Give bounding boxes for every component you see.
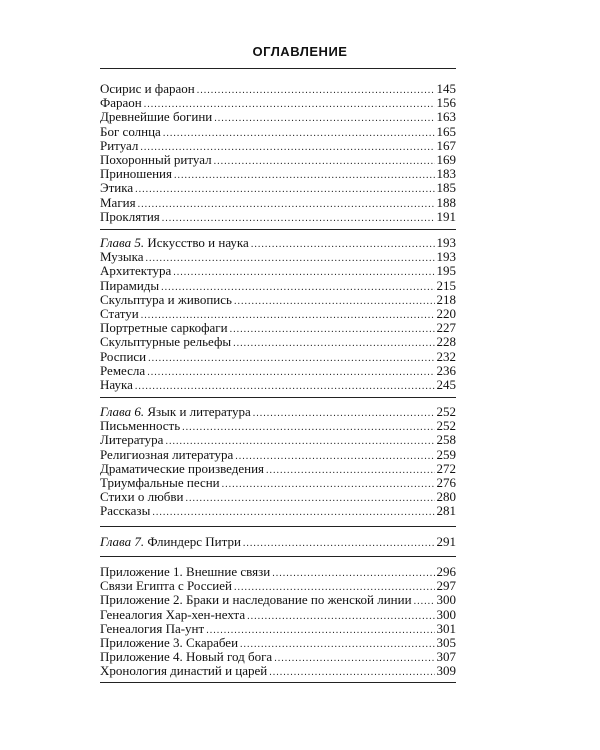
- entry-title: [100, 650, 272, 664]
- entry-title-text: Древнейшие богини: [100, 109, 213, 125]
- page-number: 163: [436, 109, 456, 125]
- entry-title: [100, 82, 195, 96]
- entry-title: [100, 293, 232, 307]
- entry-title: [100, 476, 220, 490]
- toc-entry: [100, 264, 456, 278]
- dot-leader: [186, 492, 435, 506]
- dot-leader: [233, 337, 434, 351]
- section-divider: [100, 397, 456, 398]
- entry-title: [100, 321, 228, 335]
- entry-title: [100, 196, 136, 210]
- entry-title: [100, 210, 160, 224]
- toc-entry: [100, 378, 456, 392]
- entry-title-text: Искусство и наука: [147, 235, 249, 250]
- page-number: 193: [436, 249, 456, 265]
- toc-entry: [100, 364, 456, 378]
- dot-leader: [206, 624, 434, 638]
- dot-leader: [146, 252, 435, 266]
- toc-section-5: [100, 565, 456, 679]
- entry-title-text: Генеалогия Па-унт: [100, 620, 205, 636]
- page-number: 183: [436, 166, 456, 182]
- entry-title-text: Похоронный ритуал: [100, 151, 212, 167]
- dot-leader: [135, 183, 434, 197]
- entry-title: [100, 110, 212, 124]
- entry-title: [100, 264, 171, 278]
- page-number: 291: [436, 534, 456, 549]
- toc-entry: [100, 335, 456, 349]
- page-number: 259: [436, 446, 456, 462]
- entry-title: [100, 378, 133, 392]
- dot-leader: [269, 666, 434, 680]
- toc-section-2: [100, 236, 456, 392]
- toc-entry: [100, 96, 456, 110]
- entry-title: [100, 433, 163, 447]
- toc-entry: [100, 433, 456, 447]
- dot-leader: [174, 169, 435, 183]
- toc-section-3: [100, 405, 456, 519]
- entry-title-text: Магия: [100, 194, 136, 210]
- page-number: 232: [436, 348, 456, 364]
- toc-entry: [100, 350, 456, 364]
- toc-chapter-entry: [100, 535, 456, 549]
- page-number: 236: [436, 362, 456, 378]
- toc-entry: [100, 196, 456, 210]
- entry-title: [100, 279, 159, 293]
- entry-title-text: Фараон: [100, 95, 142, 111]
- page-title: ОГЛАВЛЕНИЕ: [252, 44, 348, 59]
- dot-leader: [235, 450, 434, 464]
- entry-title: [100, 504, 150, 518]
- dot-leader: [163, 127, 435, 141]
- toc-section-4: [100, 535, 456, 549]
- dot-leader: [152, 506, 434, 520]
- entry-title-text: Архитектура: [100, 263, 172, 279]
- page-number: 252: [436, 404, 456, 419]
- toc-entry: [100, 321, 456, 335]
- toc-section-1: [100, 82, 456, 224]
- toc-entry: [100, 608, 456, 622]
- dot-leader: [230, 323, 435, 337]
- entry-title: [100, 250, 144, 264]
- dot-leader: [162, 212, 435, 226]
- page-number: 165: [436, 123, 456, 139]
- entry-title-text: Этика: [100, 180, 134, 196]
- chapter-prefix: Глава 6.: [100, 404, 145, 419]
- entry-title-text: Проклятия: [100, 208, 160, 224]
- page-number: 193: [436, 235, 456, 250]
- entry-title: [100, 139, 138, 153]
- toc-entry: [100, 504, 456, 518]
- toc-entry: [100, 125, 456, 139]
- entry-title-text: Осирис и фараон: [100, 81, 195, 96]
- dot-leader: [173, 266, 434, 280]
- toc-chapter-entry: [100, 405, 456, 419]
- page-number: 245: [436, 376, 456, 392]
- entry-title-text: Связи Египта с Россией: [100, 578, 232, 594]
- section-divider: [100, 229, 456, 230]
- toc-entry: [100, 250, 456, 264]
- page-number: 169: [436, 151, 456, 167]
- entry-title: [100, 96, 142, 110]
- dot-leader: [138, 198, 435, 212]
- page-number: 188: [436, 194, 456, 210]
- entry-title-text: Стихи о любви: [100, 489, 184, 505]
- entry-title: [100, 181, 133, 195]
- bottom-rule: [100, 682, 456, 683]
- chapter-prefix: Глава 7.: [100, 534, 145, 549]
- page-number: 297: [436, 578, 456, 594]
- page-number: 307: [436, 649, 456, 665]
- toc-entry: [100, 307, 456, 321]
- toc-chapter-entry: [100, 236, 456, 250]
- entry-title: [100, 490, 184, 504]
- toc-entry: [100, 448, 456, 462]
- page-number: 281: [436, 503, 456, 519]
- page-number: 272: [436, 460, 456, 476]
- entry-title: [100, 462, 264, 476]
- entry-title-text: Хронология династий и царей: [100, 663, 268, 679]
- entry-title: [100, 419, 180, 433]
- dot-leader: [148, 352, 434, 366]
- dot-leader: [234, 295, 435, 309]
- page-number: 167: [436, 137, 456, 153]
- toc-entry: [100, 110, 456, 124]
- entry-title: [100, 636, 238, 650]
- dot-leader: [222, 478, 435, 492]
- dot-leader: [182, 421, 434, 435]
- entry-title-text: Литература: [100, 432, 164, 448]
- page-number: 280: [436, 489, 456, 505]
- entry-title-text: Музыка: [100, 249, 144, 265]
- page-number: 156: [436, 95, 456, 111]
- top-rule: [100, 68, 456, 69]
- entry-title-text: Приношения: [100, 166, 172, 182]
- page-number: 215: [436, 277, 456, 293]
- entry-title-text: Письменность: [100, 418, 181, 434]
- entry-title: [100, 664, 267, 678]
- entry-title-text: Наука: [100, 376, 133, 392]
- page-number: 252: [436, 418, 456, 434]
- entry-title-text: Росписи: [100, 348, 147, 364]
- chapter-prefix: Глава 5.: [100, 235, 145, 250]
- section-divider: [100, 556, 456, 557]
- toc-entry: [100, 490, 456, 504]
- dot-leader: [274, 652, 434, 666]
- entry-title-text: Ритуал: [100, 137, 139, 153]
- dot-leader: [414, 595, 435, 609]
- page-number: 228: [436, 334, 456, 350]
- entry-title: [100, 565, 270, 579]
- dot-leader: [253, 407, 435, 421]
- entry-title-text: Портретные саркофаги: [100, 320, 228, 336]
- toc-entry: [100, 565, 456, 579]
- entry-title-text: Генеалогия Хар-хен-нехта: [100, 606, 246, 622]
- entry-title: [100, 236, 249, 250]
- entry-title: [100, 125, 161, 139]
- toc-entry: [100, 664, 456, 678]
- section-divider: [100, 526, 456, 527]
- toc-entry: [100, 476, 456, 490]
- page-number: 227: [436, 320, 456, 336]
- page-number: 276: [436, 474, 456, 490]
- entry-title: [100, 335, 231, 349]
- toc-entry: [100, 622, 456, 636]
- dot-leader: [135, 380, 435, 394]
- toc-entry: [100, 181, 456, 195]
- entry-title-text: Статуи: [100, 305, 139, 321]
- entry-title: [100, 622, 204, 636]
- entry-title-text: Бог солнца: [100, 123, 161, 139]
- page-number: 309: [436, 663, 456, 679]
- entry-title-text: Ремесла: [100, 362, 146, 378]
- toc-entry: [100, 636, 456, 650]
- entry-title: [100, 593, 412, 607]
- entry-title-text: Драматические произведения: [100, 460, 265, 476]
- dot-leader: [266, 464, 434, 478]
- toc-entry: [100, 293, 456, 307]
- dot-leader: [147, 366, 434, 380]
- toc-entry: [100, 167, 456, 181]
- entry-title-text: Приложение 3. Скарабеи: [100, 634, 239, 650]
- toc-entry: [100, 279, 456, 293]
- entry-title-text: Религиозная литература: [100, 446, 234, 462]
- page-number: 218: [436, 291, 456, 307]
- toc-entry: [100, 139, 456, 153]
- dot-leader: [272, 567, 434, 581]
- dot-leader: [243, 537, 435, 551]
- toc-entry: [100, 593, 456, 607]
- entry-title: [100, 167, 172, 181]
- entry-title: [100, 535, 241, 549]
- page-number: 220: [436, 305, 456, 321]
- entry-title: [100, 307, 139, 321]
- page-number: 195: [436, 263, 456, 279]
- page-number: 305: [436, 634, 456, 650]
- dot-leader: [197, 84, 435, 98]
- dot-leader: [214, 155, 435, 169]
- page-number: 145: [436, 81, 456, 96]
- toc-entry: [100, 210, 456, 224]
- entry-title-text: Приложение 2. Браки и наследование по женской линии: [100, 592, 412, 608]
- toc-entry: [100, 462, 456, 476]
- entry-title-text: Приложение 1. Внешние связи: [100, 564, 271, 579]
- entry-title-text: Флиндерс Питри: [147, 534, 241, 549]
- dot-leader: [251, 238, 435, 252]
- entry-title: [100, 405, 251, 419]
- page-number: 300: [436, 606, 456, 622]
- toc-entry: [100, 650, 456, 664]
- page-number: 296: [436, 564, 456, 579]
- toc-entry: [100, 82, 456, 96]
- entry-title-text: Пирамиды: [100, 277, 160, 293]
- page-number: 191: [436, 208, 456, 224]
- entry-title-text: Триумфальные песни: [100, 474, 220, 490]
- page-number: 300: [436, 592, 456, 608]
- entry-title: [100, 448, 233, 462]
- toc-entry: [100, 419, 456, 433]
- toc-entry: [100, 153, 456, 167]
- page-number: 258: [436, 432, 456, 448]
- toc-entry: [100, 579, 456, 593]
- entry-title-text: Приложение 4. Новый год бога: [100, 649, 273, 665]
- entry-title-text: Рассказы: [100, 503, 151, 519]
- dot-leader: [214, 112, 434, 126]
- entry-title-text: Язык и литература: [147, 404, 251, 419]
- page-number: 301: [436, 620, 456, 636]
- page-number: 185: [436, 180, 456, 196]
- entry-title-text: Скульптура и живопись: [100, 291, 232, 307]
- entry-title: [100, 153, 212, 167]
- entry-title-text: Скульптурные рельефы: [100, 334, 232, 350]
- entry-title: [100, 350, 146, 364]
- dot-leader: [247, 610, 434, 624]
- entry-title: [100, 364, 145, 378]
- entry-title: [100, 608, 245, 622]
- entry-title: [100, 579, 232, 593]
